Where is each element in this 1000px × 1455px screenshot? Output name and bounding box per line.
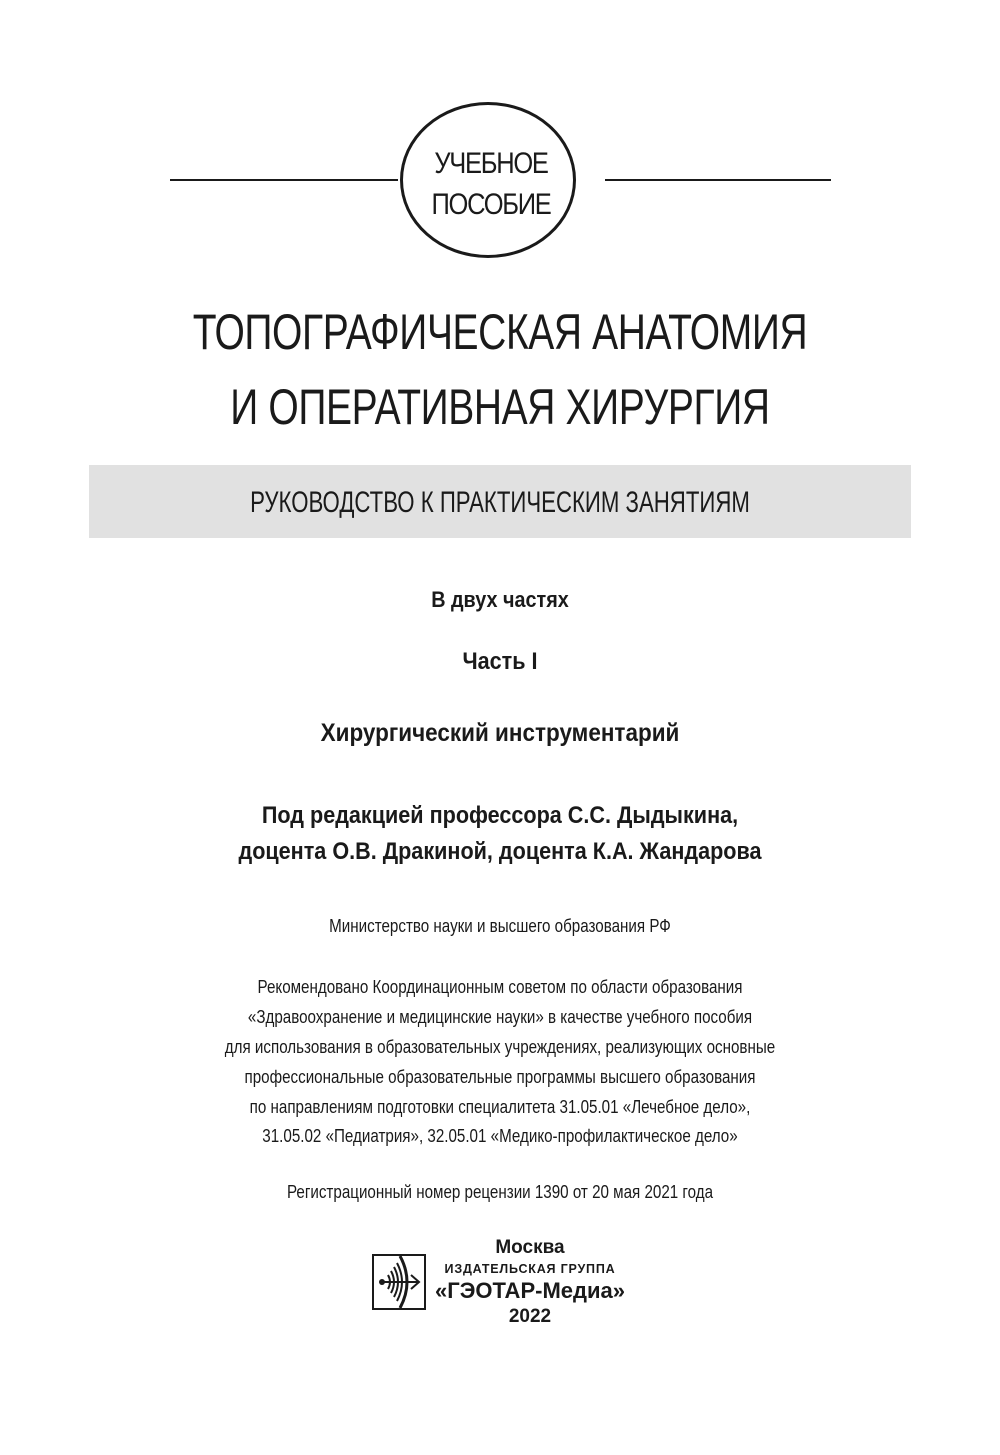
recommendation-line: 31.05.02 «Педиатрия», 32.05.01 «Медико-профилактическое дело» — [262, 1125, 738, 1146]
registration-line: Регистрационный номер рецензии 1390 от 20 мая 2021 года — [286, 1181, 714, 1202]
part-title: Хирургический инструментарий — [320, 719, 680, 747]
recommendation-line: Рекомендовано Координационным советом по области образования — [257, 976, 743, 997]
publisher-city: Москва — [495, 1237, 565, 1258]
publisher-group: ИЗДАТЕЛЬСКАЯ ГРУППА — [444, 1262, 616, 1276]
recommendation-line: профессиональные образовательные программы высшего образования — [244, 1066, 756, 1087]
editors-line-1: Под редакцией профессора С.С. Дыдыкина, — [261, 802, 739, 829]
book-title-line-1: ТОПОГРАФИЧЕСКАЯ АНАТОМИЯ — [192, 304, 808, 360]
editors-line-2: доцента О.В. Дракиной, доцента К.А. Жандарова — [238, 838, 762, 865]
geotar-logo-icon — [372, 1254, 426, 1310]
ministry-line: Министерство науки и высшего образования РФ — [329, 915, 671, 936]
right-divider-line — [605, 179, 831, 181]
badge-line-1: УЧЕБНОЕ — [434, 147, 548, 180]
recommendation-line: для использования в образовательных учреждениях, реализующих основные — [224, 1036, 776, 1057]
textbook-badge — [400, 102, 576, 258]
part-number: Часть I — [462, 648, 538, 675]
book-subtitle: РУКОВОДСТВО К ПРАКТИЧЕСКИМ ЗАНЯТИЯМ — [250, 486, 750, 519]
recommendation-line: по направлениям подготовки специалитета 31.05.01 «Лечебное дело», — [249, 1096, 751, 1117]
publisher-name: «ГЭОТАР-Медиа» — [435, 1278, 625, 1303]
publication-year: 2022 — [508, 1306, 552, 1327]
left-divider-line — [170, 179, 398, 181]
badge-line-2: ПОСОБИЕ — [431, 188, 551, 221]
recommendation-line: «Здравоохранение и медицинские науки» в качестве учебного пособия — [247, 1006, 753, 1027]
book-title-line-2: И ОПЕРАТИВНАЯ ХИРУРГИЯ — [230, 379, 770, 435]
parts-note: В двух частях — [431, 587, 569, 612]
